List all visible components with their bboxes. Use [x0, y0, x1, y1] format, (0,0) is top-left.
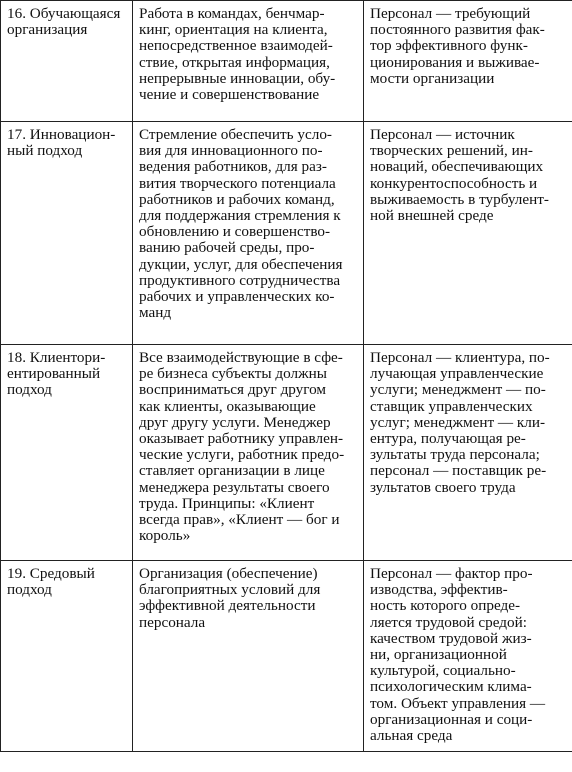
- table-row: [1, 561, 572, 752]
- staff-role-cell: Персонал — требующий постоянного развития фак- тор эффективного функ- ционирования и выживае- мости организации: [364, 1, 572, 122]
- approach-characteristic-cell: Все взаимодействующие в сфе- ре бизнеса субъекты должны восприниматься друг другом как клиенты, оказывающие друг другу услуги. Менеджер оказывает работнику управлен- ческие услуги, работник предо- ставляет организации в лице менеджера результаты своего труда. Принципы: «Клиент всегда прав», «Клиент — бог и король»: [133, 345, 364, 561]
- approach-characteristic-cell: Работа в командах, бенчмар- кинг, ориентация на клиента, непосредственное взаимодей- ствие, открытая информация, непрерывные инновации, обу- чение и совершенствование: [133, 1, 364, 122]
- staff-role-cell: Персонал — источник творческих решений, ин- новаций, обеспечивающих конкурентоспособность и выживаемость в турбулент- ной внешней среде: [364, 122, 572, 345]
- approach-characteristic-cell: Стремление обеспечить усло- вия для инновационного по- ведения работников, для раз- вития творческого потенциала работников и рабочих команд, для поддержания стремления к обновлению и совершенство- ванию рабочей среды, про- дукции, услуг, для обеспечения продуктивного сотрудничества рабочих и управленческих ко- манд: [133, 122, 364, 345]
- table-row: [1, 1, 572, 122]
- table-row: [1, 122, 572, 345]
- approach-characteristic-cell: Организация (обеспечение) благоприятных условий для эффективной деятельности персонала: [133, 561, 364, 752]
- approach-name-cell: 18. Клиентори- ентированный подход: [1, 345, 133, 561]
- approach-name-cell: 19. Средовый подход: [1, 561, 133, 752]
- staff-role-cell: Персонал — клиентура, по- лучающая управленческие услуги; менеджмент — по- ставщик управленческих услуг; менеджмент — кли- ентура, получающая ре- зультаты труда персонала; персонал — поставщик ре- зультатов своего труда: [364, 345, 572, 561]
- approach-name-cell: 16. Обучающаяся организация: [1, 1, 133, 122]
- table-row: [1, 345, 572, 561]
- staff-role-cell: Персонал — фактор про- изводства, эффектив- ность которого опреде- ляется трудовой средой: качеством трудовой жиз- ни, организационной культурой, социально- психологическим клима- том. Объект управления — организационная и соци- альная среда: [364, 561, 572, 752]
- approach-name-cell: 17. Инновацион- ный подход: [1, 122, 133, 345]
